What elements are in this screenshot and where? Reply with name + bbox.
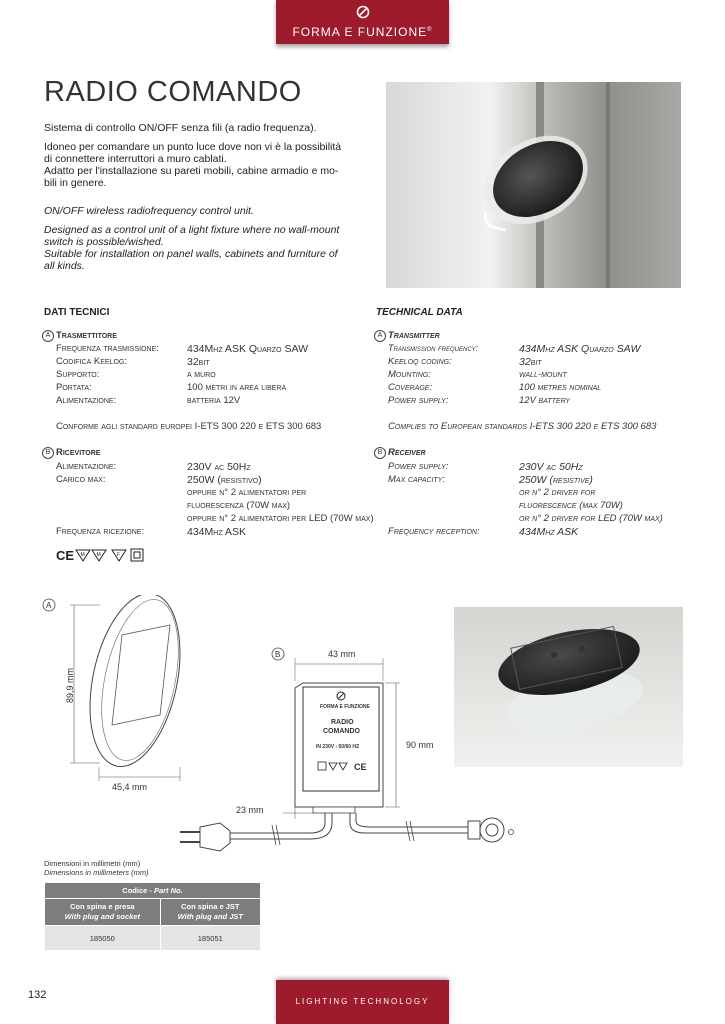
svg-text:45,4 mm: 45,4 mm: [112, 782, 148, 792]
ce-mark-icon: CE: [56, 548, 75, 563]
spec-row: Carico max: 250W (resistivo): [56, 474, 262, 486]
intro-it-p2: Idoneo per comandare un punto luce dove non vi è la possibilità di connettere interruttori a muro cablati. Adatto per l'installazione su pareti mobili, cabine armadio e mo- bili in genere.: [44, 141, 342, 189]
spec-row: fluorescenza (70W max): [187, 500, 291, 511]
product-photo-wall: [386, 82, 681, 288]
spec-row: Frequency reception: 434Mhz ASK: [388, 526, 579, 538]
spec-row: Power supply: 230V ac 50Hz: [388, 461, 583, 473]
spec-row: fluorescence (max 70W): [519, 500, 623, 511]
intro-it-p1: Sistema di controllo ON/OFF senza fili (a radio frequenza).: [44, 122, 317, 134]
transmitter-outline-icon: [76, 595, 195, 775]
spec-row: Codifica Keelog: 32bit: [56, 356, 210, 368]
spec-row: Frequenza ricezione: 434Mhz ASK: [56, 526, 246, 538]
brand-logo-icon: [356, 5, 370, 19]
part-number-table: [44, 882, 261, 951]
dati-tecnici-heading: DATI TECNICI: [44, 307, 110, 318]
spec-row: oppure n° 2 alimentatori per: [187, 487, 307, 498]
table-header: Codice - Part No.: [45, 883, 261, 899]
svg-text:CE: CE: [354, 762, 367, 772]
spec-block-italian: [42, 330, 372, 560]
brand-header-tab: [276, 0, 449, 44]
spec-row: Portata: 100 metri in area libera: [56, 382, 287, 393]
intro-italian: [44, 122, 366, 196]
svg-text:M: M: [96, 552, 101, 558]
spec-row: or n° 2 driver for: [519, 487, 596, 498]
product-photo-receiver: [454, 607, 683, 767]
column-header: Con spina e presa With plug and socket: [45, 899, 161, 926]
intro-en-p2: Designed as a control unit of a light fixture where no wall-mount switch is possible/wished. Suitable for installation on panel walls, cabinets and furniture of all kinds.: [44, 224, 340, 272]
svg-text:43 mm: 43 mm: [328, 649, 356, 659]
badge-b: B: [374, 447, 386, 459]
svg-text:B: B: [275, 650, 281, 659]
standards-compliance: Conforme agli standard europei I-ETS 300 220 e ETS 300 683: [56, 421, 322, 432]
brand-name: FORMA E FUNZIONE®: [292, 25, 433, 39]
standards-compliance: Complies to European standards I-ETS 300 220 e ETS 300 683: [388, 421, 657, 432]
spec-row: Max capacity: 250W (resistive): [388, 474, 593, 486]
spec-row: or n° 2 driver for LED (70W max): [519, 513, 663, 524]
receiver-header: B Ricevitore: [42, 447, 372, 460]
spec-row: Mounting: wall-mount: [388, 369, 567, 380]
svg-text:23 mm: 23 mm: [236, 805, 264, 815]
part-code-cell: 185051: [160, 926, 260, 951]
svg-text:90 mm: 90 mm: [406, 740, 434, 750]
spec-row: Coverage: 100 metres nominal: [388, 382, 602, 393]
svg-text:COMANDO: COMANDO: [323, 728, 360, 735]
spec-row: oppure n° 2 alimentatori per LED (70W max): [187, 513, 374, 524]
svg-text:IN 230V - 50/60 HZ: IN 230V - 50/60 HZ: [316, 744, 360, 750]
technical-data-heading: TECHNICAL DATA: [376, 307, 463, 318]
power-plug-icon: [180, 823, 230, 851]
intro-en-p1: ON/OFF wireless radiofrequency control unit.: [44, 205, 254, 217]
transmitter-header: A Trasmettitore: [42, 330, 372, 343]
socket-connector-icon: [468, 818, 514, 842]
badge-b: B: [42, 447, 54, 459]
dimensions-note: Dimensioni in millimetri (mm) Dimensions in millimeters (mm): [44, 859, 149, 877]
spec-row: Frequenza trasmissione: 434Mhz ASK Quarzo SAW: [56, 343, 308, 355]
transmitter-header: A Transmitter: [374, 330, 704, 343]
svg-text:F: F: [117, 552, 121, 558]
intro-english: [44, 205, 366, 279]
receiver-header: B Receiver: [374, 447, 704, 460]
badge-a: A: [42, 330, 54, 342]
spec-row: Transmission frequency: 434Mhz ASK Quarzo SAW: [388, 343, 641, 355]
footer-tab: LIGHTING TECHNOLOGY: [276, 980, 449, 1024]
page-title: RADIO COMANDO: [44, 76, 302, 108]
part-code-cell: 185050: [45, 926, 161, 951]
spec-row: Alimentazione: batteria 12V: [56, 395, 241, 406]
svg-text:M: M: [80, 552, 85, 558]
double-insulation-icon: [131, 549, 143, 561]
spec-row: Alimentazione: 230V ac 50Hz: [56, 461, 251, 473]
spec-row: Supporto: a muro: [56, 369, 216, 380]
svg-text:RADIO: RADIO: [331, 719, 354, 726]
spec-row: Power supply: 12V battery: [388, 395, 571, 406]
svg-text:A: A: [46, 601, 52, 610]
receiver-box: [295, 683, 383, 813]
svg-text:FORMA E FUNZIONE: FORMA E FUNZIONE: [320, 704, 370, 710]
badge-a: A: [374, 330, 386, 342]
svg-text:89,9 mm: 89,9 mm: [65, 667, 75, 703]
certification-marks: [56, 547, 148, 563]
column-header: Con spina e JST With plug and JST: [160, 899, 260, 926]
spec-row: Keeloq coding: 32bit: [388, 356, 542, 368]
spec-block-english: [374, 330, 704, 560]
page-number: 132: [28, 989, 47, 1001]
